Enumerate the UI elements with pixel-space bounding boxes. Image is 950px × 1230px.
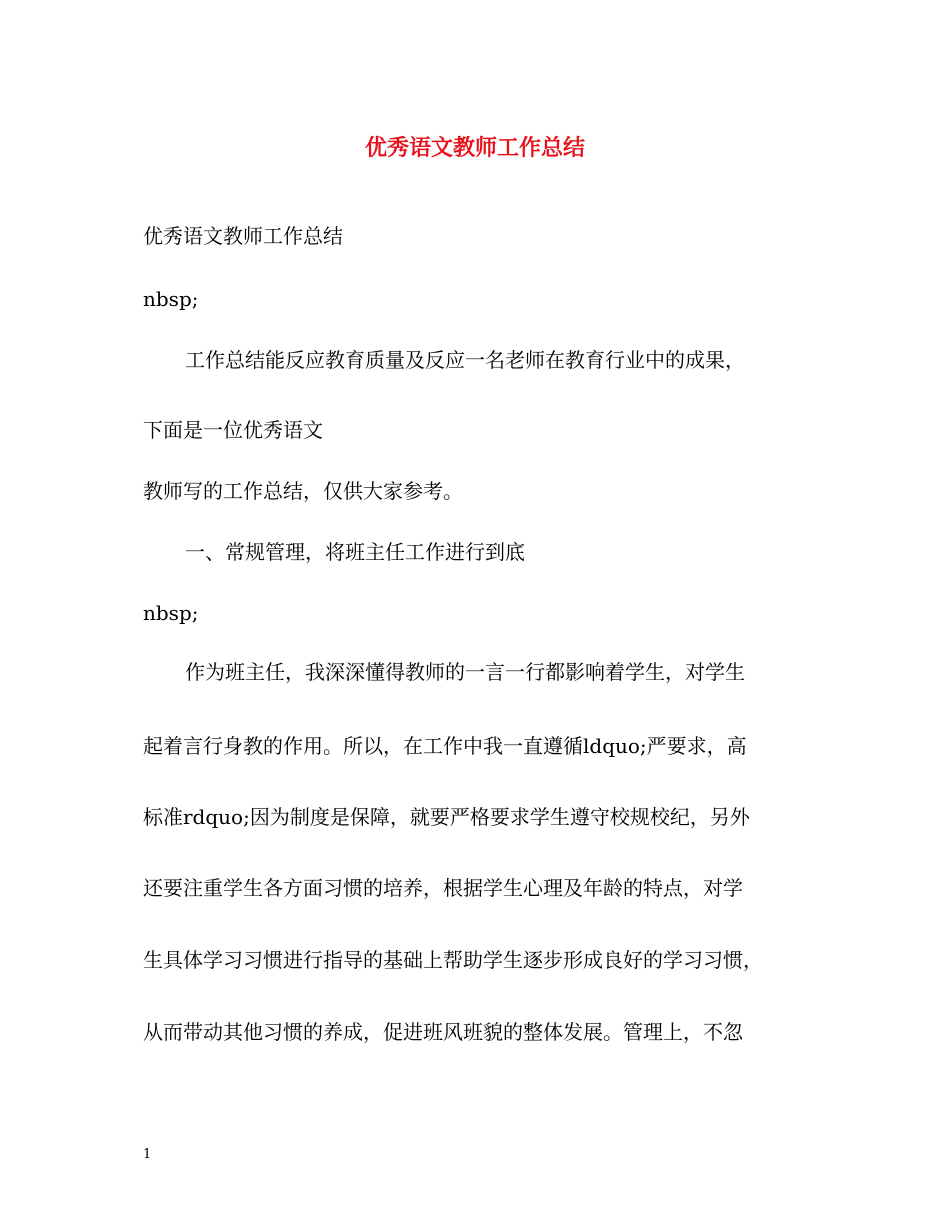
- document-title: 优秀语文教师工作总结: [364, 135, 585, 161]
- subtitle-line: 优秀语文教师工作总结: [143, 224, 343, 248]
- text-line: 下面是一位优秀语文: [143, 418, 323, 442]
- page-number: 1: [143, 1147, 152, 1162]
- text-line: nbsp;: [143, 287, 199, 311]
- text-line: 从而带动其他习惯的养成，促进班风班貌的整体发展。管理上，不忽: [143, 1020, 743, 1044]
- text-line: 标准rdquo;因为制度是保障，就要严格要求学生遵守校规校纪，另外: [143, 805, 750, 829]
- text-line: 还要注重学生各方面习惯的培养，根据学生心理及年龄的特点，对学: [143, 876, 743, 900]
- text-line: 作为班主任，我深深懂得教师的一言一行都影响着学生，对学生: [185, 660, 745, 684]
- text-line: 起着言行身教的作用。所以，在工作中我一直遵循ldquo;严要求，高: [143, 734, 747, 758]
- text-line: 生具体学习习惯进行指导的基础上帮助学生逐步形成良好的学习习惯，: [143, 948, 763, 972]
- section-heading: 一、常规管理，将班主任工作进行到底: [185, 540, 525, 564]
- text-line: 教师写的工作总结，仅供大家参考。: [143, 479, 463, 503]
- text-line: 工作总结能反应教育质量及反应一名老师在教育行业中的成果，: [185, 348, 745, 372]
- text-line: nbsp;: [143, 601, 199, 625]
